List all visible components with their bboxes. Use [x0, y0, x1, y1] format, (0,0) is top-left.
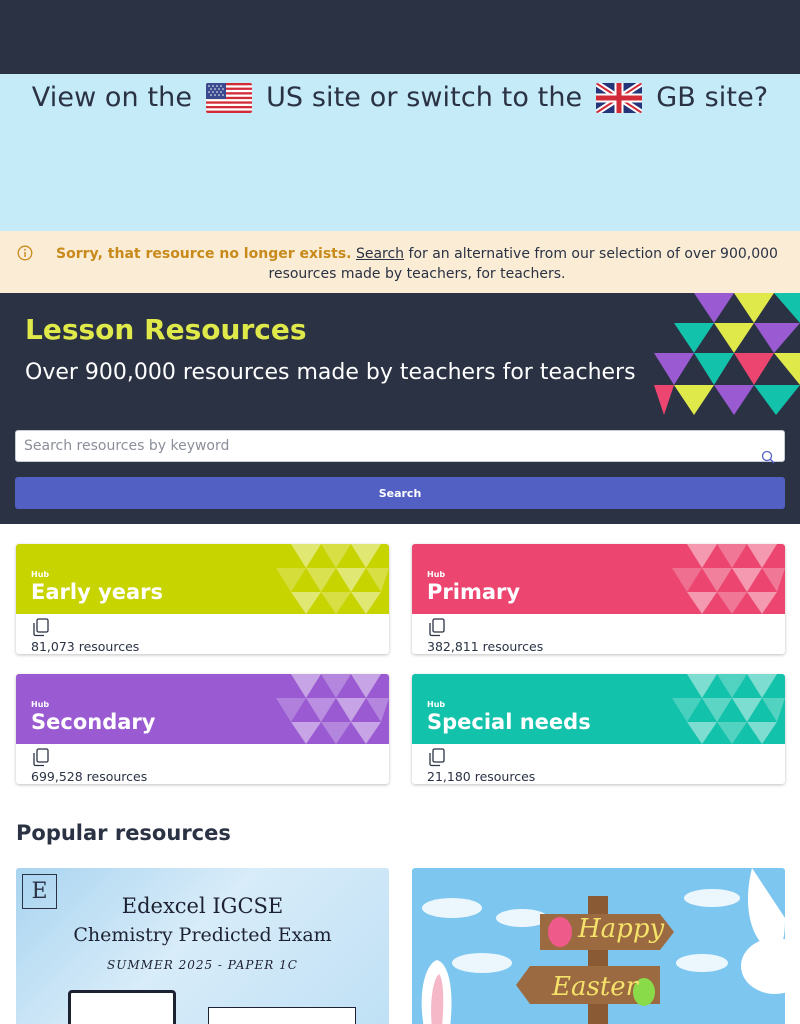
popular-resources-heading: Popular resources [16, 821, 231, 845]
hub-pattern [667, 674, 785, 744]
hub-card-primary[interactable] [412, 544, 785, 654]
alert-message [10, 244, 790, 284]
geo-site-banner [0, 74, 800, 231]
resource-card-chemistry-exam[interactable] [16, 868, 389, 1024]
copy-icon [31, 747, 51, 767]
hub-name: Secondary [31, 710, 156, 734]
sign-happy: Happy [578, 914, 665, 944]
edexcel-logo: E [22, 874, 57, 909]
hub-card-early-years[interactable] [16, 544, 389, 654]
gb-flag-icon[interactable] [596, 83, 642, 113]
hub-grid [0, 524, 800, 784]
hub-footer [16, 614, 389, 654]
hub-name: Early years [31, 580, 164, 604]
resource-card-easter[interactable] [412, 868, 785, 1024]
hub-tag: Hub [31, 570, 50, 579]
hub-card-special-needs[interactable] [412, 674, 785, 784]
sign-easter: Easter [552, 972, 639, 1002]
gb-site-link[interactable]: GB site? [656, 82, 769, 113]
alert-title: Sorry, that resource no longer exists. [56, 246, 352, 262]
hub-header [16, 544, 389, 614]
hub-pattern [271, 674, 389, 744]
hub-resource-count: 21,180 resources [427, 769, 536, 784]
copy-icon [427, 747, 447, 767]
search-box [15, 430, 785, 462]
hub-card-secondary[interactable] [16, 674, 389, 784]
hub-resource-count: 382,811 resources [427, 639, 544, 654]
page-title: Lesson Resources [25, 313, 307, 346]
hub-tag: Hub [427, 700, 446, 709]
hub-pattern [667, 544, 785, 614]
geo-site-message [0, 82, 800, 113]
geo-text-view-on: View on the [31, 82, 193, 113]
laptop-preview-image [68, 990, 176, 1024]
copy-icon [427, 617, 447, 637]
resource-title-line2: Chemistry Predicted Exam [73, 924, 332, 946]
us-site-link[interactable]: US site or switch to the [266, 82, 583, 113]
hero-section [0, 293, 800, 415]
resource-title-line1: Edexcel IGCSE [121, 894, 284, 918]
copy-icon [31, 617, 51, 637]
hub-header [16, 674, 389, 744]
hub-footer [16, 744, 389, 784]
resource-missing-alert [0, 231, 800, 293]
search-button[interactable]: Search [15, 477, 785, 509]
resource-title-line3: SUMMER 2025 - PAPER 1C [107, 958, 298, 972]
hub-resource-count: 81,073 resources [31, 639, 140, 654]
popular-resources-grid [0, 845, 800, 1024]
document-preview-image [208, 1007, 356, 1024]
hub-pattern [271, 544, 389, 614]
search-input[interactable] [16, 431, 784, 461]
hub-resource-count: 699,528 resources [31, 769, 148, 784]
hub-tag: Hub [31, 700, 50, 709]
alert-body: for an alternative from our selection of over 900,000 resources made by teachers, for teachers. [268, 246, 778, 282]
hub-header [412, 674, 785, 744]
hub-footer [412, 744, 785, 784]
info-icon [17, 245, 33, 261]
hub-footer [412, 614, 785, 654]
hub-name: Primary [427, 580, 521, 604]
alert-search-link[interactable]: Search [355, 246, 405, 262]
hub-tag: Hub [427, 570, 446, 579]
search-icon[interactable] [761, 450, 775, 464]
hub-header [412, 544, 785, 614]
search-section [0, 415, 800, 524]
hub-name: Special needs [427, 710, 591, 734]
page-subtitle: Over 900,000 resources made by teachers for teachers [25, 360, 636, 385]
top-navigation-bar [0, 0, 800, 74]
decorative-triangles [654, 293, 800, 415]
us-flag-icon[interactable] [206, 83, 252, 113]
